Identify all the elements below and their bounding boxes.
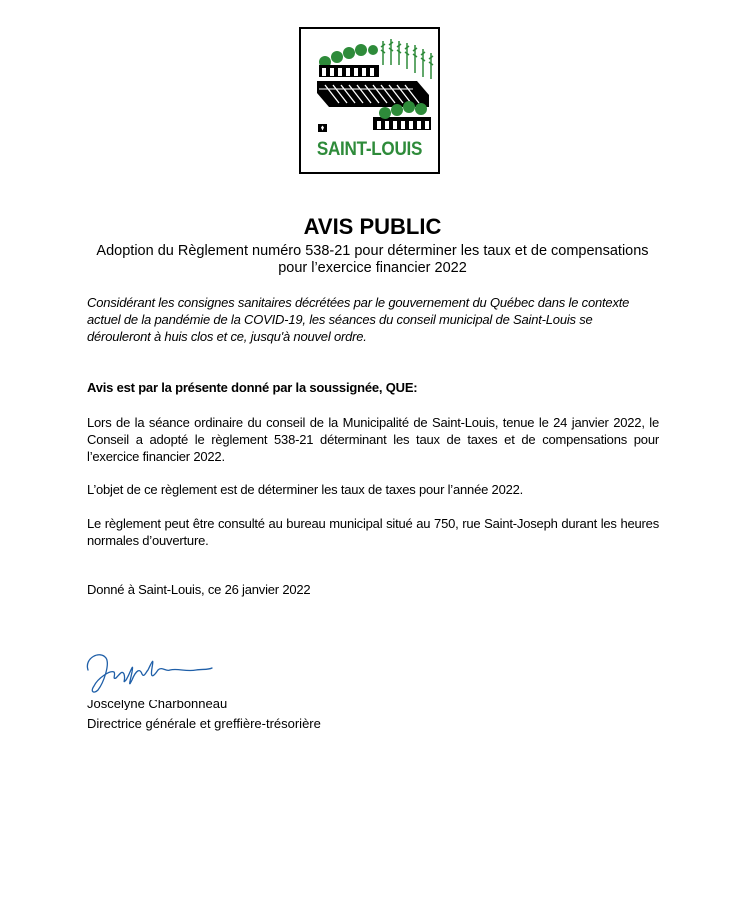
covid-notice: Considérant les consignes sanitaires décrétées par le gouvernement du Québec dans le contexte actuel de la pandémie de la COVID-19, les séances du conseil municipal de Saint-Louis se dérouleront à huis clos et ce, jusqu'à nouvel ordre.: [87, 295, 630, 344]
page-title: AVIS PUBLIC: [303, 214, 442, 239]
signatory-title: Directrice générale et greffière-trésorière: [87, 716, 321, 731]
signatory-name-wrapper: [87, 700, 321, 710]
page-subtitle: Adoption du Règlement numéro 538-21 pour déterminer les taux et de compensations pour l’exercice financier 2022: [96, 243, 649, 276]
date-line: Donné à Saint-Louis, ce 26 janvier 2022: [87, 582, 311, 597]
signatory-name: Joscelyne Charbonneau: [87, 700, 228, 710]
upper-trees: [319, 44, 379, 77]
notice-paragraph-3: Le règlement peut être consulté au bureau municipal situé au 750, rue Saint-Joseph durant les heures normales d’ouverture.: [87, 516, 659, 548]
notice-paragraph-1: Lors de la séance ordinaire du conseil de la Municipalité de Saint-Louis, tenue le 24 janvier 2022, le Conseil a adopté le règlement 538-21 déterminant les taux de taxes et de compensations pour l’exercice financier 2022.: [87, 415, 659, 464]
notice-paragraph-2: L’objet de ce règlement est de déterminer les taux de taxes pour l’année 2022.: [87, 482, 524, 497]
notice-intro: Avis est par la présente donné par la soussignée, QUE:: [87, 380, 418, 395]
logo-wordmark: SAINT-LOUIS: [316, 139, 423, 160]
municipality-logo: [299, 27, 440, 174]
signatory-block: [87, 700, 321, 732]
field-rows: [381, 39, 433, 79]
handwritten-signature: [82, 648, 217, 698]
quebec-flag-icon: [318, 124, 327, 132]
